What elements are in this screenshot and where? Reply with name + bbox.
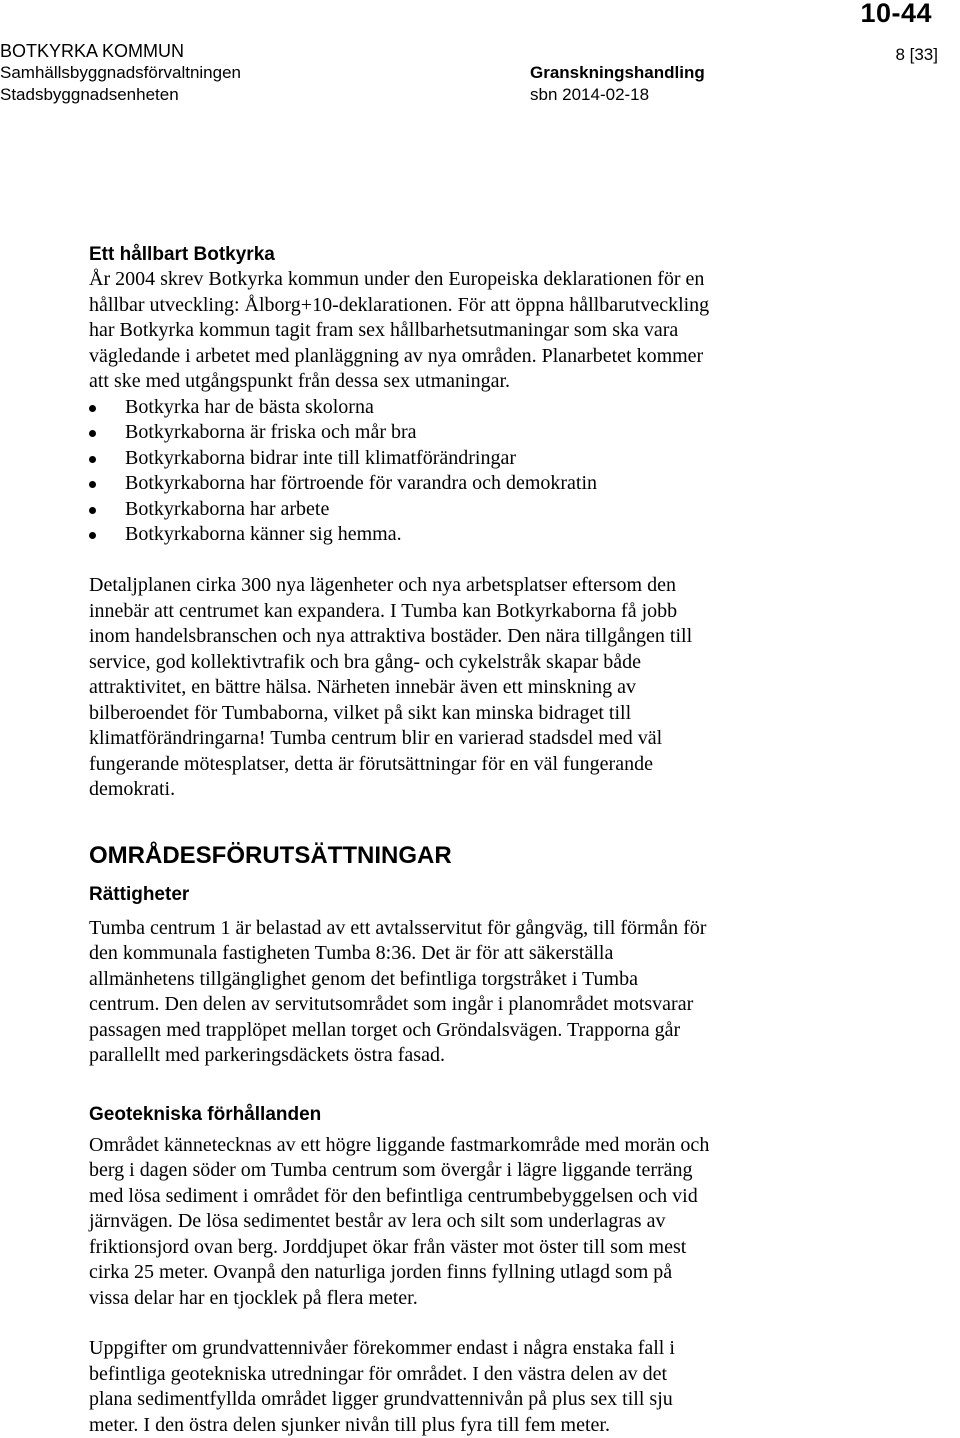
rights-paragraph [89, 916, 931, 1069]
list-item-text: Botkyrkaborna har förtroende för varandra och demokratin [125, 472, 598, 495]
text-line: den kommunala fastigheten Tumba 8:36. Det är för att säkerställa [89, 942, 614, 965]
section-heading-conditions: OMRÅDESFÖRUTSÄTTNINGAR [89, 841, 452, 869]
list-item-text: Botkyrkaborna bidrar inte till klimatförändringar [125, 446, 516, 469]
list-item [89, 497, 931, 523]
text-line: berg i dagen söder om Tumba centrum som övergår i lägre liggande terräng [89, 1159, 693, 1182]
unit-name: Stadsbyggnadsenheten [0, 85, 179, 104]
bullet-icon [89, 430, 96, 437]
text-line: Området kännetecknas av ett högre liggande fastmarkområde med morän och [89, 1133, 710, 1156]
document-date: sbn 2014-02-18 [530, 85, 650, 104]
bullet-icon [89, 481, 96, 488]
list-item [89, 446, 931, 472]
groundwater-paragraph [89, 1336, 931, 1438]
text-line: Tumba centrum 1 är belastad av ett avtalsservitut för gångväg, till förmån för [89, 916, 707, 939]
text-line: har Botkyrka kommun tagit fram sex hållbarhetsutmaningar som ska vara [89, 319, 679, 341]
document-status: Granskningshandling [530, 63, 705, 82]
text-line: bilberoendet för Tumbaborna, vilket på sikt kan minska bidraget till [89, 701, 632, 724]
list-item [89, 471, 931, 497]
text-line: meter. I den östra delen sjunker nivån till plus fyra till fem meter. [89, 1413, 610, 1436]
list-item-text: Botkyrka har de bästa skolorna [125, 395, 374, 418]
text-line: att ske med utgångspunkt från dessa sex utmaningar. [89, 370, 511, 392]
text-line: Uppgifter om grundvattennivåer förekommer endast i några enstaka fall i [89, 1337, 675, 1360]
challenges-list [89, 395, 931, 549]
organization-name: BOTKYRKA KOMMUN [0, 41, 185, 61]
subheading-geotech: Geotekniska förhållanden [89, 1103, 322, 1125]
text-line: attraktivitet, en bättre hälsa. Närheten innebär även ett minskning av [89, 676, 637, 699]
department-name: Samhällsbyggnadsförvaltningen [0, 63, 241, 82]
text-line: järnvägen. De lösa sedimentet består av lera och silt som underlagras av [89, 1210, 666, 1233]
text-line: vägledande i arbetet med planläggning av nya områden. Planarbetet kommer [89, 344, 704, 367]
list-item-text: Botkyrkaborna är friska och mår bra [125, 421, 417, 444]
text-line: fungerande mötesplatser, detta är förutsättningar för en väl fungerande [89, 752, 653, 775]
text-line: parallellt med parkeringsdäckets östra fasad. [89, 1044, 445, 1067]
text-line: allmänhetens tillgänglighet genom det befintliga torgstråket i Tumba [89, 967, 638, 990]
page-number: 8 [33] [895, 45, 938, 64]
document-number: 10-44 [860, 0, 932, 28]
bullet-icon [89, 405, 96, 412]
text-line: cirka 25 meter. Ovanpå den naturliga jorden finns fyllning utlagd som på [89, 1261, 673, 1284]
text-line: befintliga geotekniska utredningar för området. I den västra delen av det [89, 1362, 668, 1385]
bullet-icon [89, 456, 96, 463]
text-line: inom handelsbranschen och nya attraktiva bostäder. Den nära tillgången till [89, 625, 693, 648]
header-organization [0, 40, 241, 106]
text-line: vissa delar har en tjocklek på flera meter. [89, 1286, 418, 1309]
text-line: passagen med trapplöpet mellan torget och Gröndalsvägen. Trapporna går [89, 1018, 681, 1041]
list-item-text: Botkyrkaborna har arbete [125, 497, 330, 520]
subheading-rights: Rättigheter [89, 883, 190, 905]
text-line: klimatförändringarna! Tumba centrum blir en varierad stadsdel med väl [89, 727, 663, 750]
text-line: hållbar utveckling: Ålborg+10-deklarationen. För att öppna hållbarutveckling [89, 293, 710, 316]
text-line: Detaljplanen cirka 300 nya lägenheter och nya arbetsplatser eftersom den [89, 574, 676, 597]
text-line: År 2004 skrev Botkyrka kommun under den Europeiska deklarationen för en [89, 268, 705, 290]
list-item [89, 420, 931, 446]
list-item [89, 395, 931, 421]
detail-plan-paragraph [89, 573, 931, 803]
text-line: service, god kollektivtrafik och bra gång- och cykelstråk skapar både [89, 650, 642, 673]
text-line: innebär att centrumet kan expandera. I Tumba kan Botkyrkaborna få jobb [89, 599, 678, 622]
text-line: friktionsjord ovan berg. Jorddjupet ökar från väster mot öster till som mest [89, 1235, 687, 1258]
document-body [89, 240, 931, 1438]
text-line: med lösa sediment i området för den befintliga centrumbebyggelsen och vid [89, 1184, 698, 1207]
bullet-icon [89, 532, 96, 539]
header-status [530, 62, 705, 106]
section-heading-sustainable: Ett hållbart Botkyrka [89, 244, 275, 265]
bullet-icon [89, 507, 96, 514]
geotech-paragraph [89, 1133, 931, 1312]
text-line: centrum. Den delen av servitutsområdet som ingår i planområdet motsvarar [89, 993, 694, 1016]
list-item [89, 522, 931, 548]
text-line: demokrati. [89, 778, 176, 801]
intro-paragraph [89, 267, 931, 395]
text-line: plana sedimentfyllda området ligger grundvattennivån på plus sex till sju [89, 1388, 673, 1411]
list-item-text: Botkyrkaborna känner sig hemma. [125, 523, 402, 546]
